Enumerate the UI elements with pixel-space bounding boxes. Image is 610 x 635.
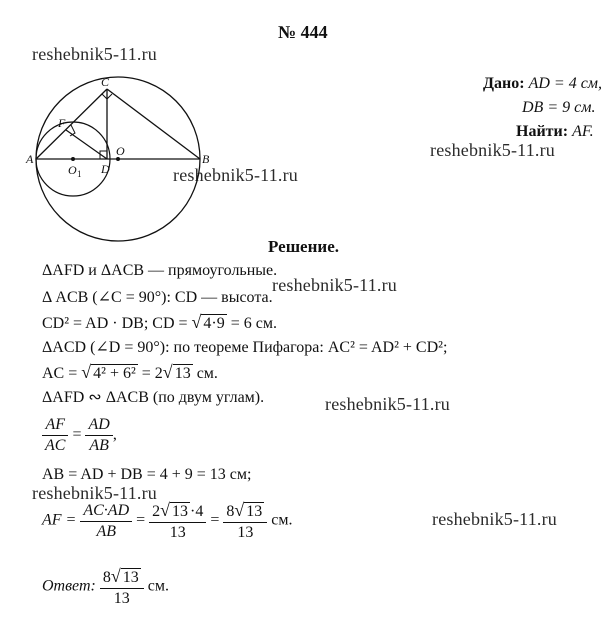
given-value-1: AD = 4 см,	[528, 75, 602, 92]
num-sqrt: 13	[246, 503, 263, 520]
label-o: O	[116, 144, 125, 158]
label-o1: O	[68, 163, 77, 177]
solution-line-4: ΔACD (∠D = 90°): по теореме Пифагора: AC² = AD² + CD²;	[42, 339, 448, 356]
answer-fraction	[100, 566, 144, 608]
num-coef: 8	[226, 503, 235, 520]
fraction-numerator: AF	[42, 416, 68, 436]
equals-sign: =	[72, 426, 82, 444]
line5-sqrt-2: 13	[174, 365, 191, 382]
fraction-denominator: 13	[113, 590, 130, 607]
fraction-numerator: AD	[85, 416, 112, 436]
proportion-tail: ,	[112, 426, 117, 444]
sqrt-symbol: √	[110, 566, 121, 586]
point-o1	[71, 157, 75, 161]
af-computation	[42, 500, 293, 542]
find-title: Найти:	[516, 123, 569, 140]
solution-line-5	[42, 362, 218, 383]
watermark: reshebnik5-11.ru	[32, 483, 157, 503]
af-unit: см.	[271, 511, 293, 529]
answer-label: Ответ:	[42, 577, 96, 595]
problem-number: № 444	[278, 22, 328, 42]
fraction-denominator: AB	[96, 522, 116, 540]
fraction-numerator	[223, 500, 267, 523]
find-line	[516, 123, 594, 141]
solution-title: Решение.	[268, 237, 339, 256]
line5-part-a: AC =	[42, 365, 82, 382]
sqrt-symbol: √	[234, 500, 245, 520]
line5-part-b: = 2	[137, 365, 163, 382]
solution-line-6: ΔAFD ∾ ΔACB (по двум углам).	[42, 389, 265, 406]
label-b: B	[202, 152, 210, 166]
solution-line-3	[42, 312, 277, 333]
equals-sign: =	[136, 511, 150, 529]
solution-line-ab: AB = AD + DB = 4 + 9 = 13 см;	[42, 466, 252, 483]
fraction-numerator: AC·AD	[80, 502, 132, 522]
segment-ac	[36, 89, 107, 159]
line3-sqrt: 4·9	[203, 315, 225, 332]
fraction-2sqrt13x4-13	[149, 500, 206, 542]
fraction-8sqrt13-13	[223, 500, 267, 542]
equals-sign: =	[210, 511, 224, 529]
given-line-2: DB = 9 см.	[522, 99, 596, 116]
watermark: reshebnik5-11.ru	[32, 44, 157, 64]
sqrt-symbol: √	[81, 362, 92, 382]
sqrt-symbol: √	[162, 362, 173, 382]
fraction-denominator: 13	[237, 524, 254, 541]
geometry-figure	[26, 75, 220, 245]
fraction-denominator: AC	[45, 437, 66, 454]
label-f: F	[58, 116, 66, 130]
af-lhs: AF =	[42, 511, 81, 529]
num-sqrt: 13	[122, 569, 139, 586]
given-line-1	[483, 75, 602, 93]
fraction-denominator: 13	[169, 524, 186, 541]
solution-line-2: Δ ACB (∠C = 90°): CD — высота.	[42, 289, 273, 306]
fraction-numerator	[149, 500, 206, 523]
given-title: Дано:	[483, 75, 525, 92]
line5-sqrt: 4² + 6²	[93, 365, 136, 382]
line5-part-c: см.	[192, 365, 218, 382]
fraction-ad-ab	[85, 416, 112, 455]
label-a: A	[26, 152, 34, 166]
line3-part-b: = 6 см.	[226, 315, 277, 332]
watermark: reshebnik5-11.ru	[272, 275, 397, 295]
fraction-acad-ab	[80, 502, 132, 541]
fraction-af-ac	[42, 416, 68, 455]
sqrt-symbol: √	[191, 312, 202, 332]
right-angle-mark-f	[70, 125, 75, 136]
label-c: C	[101, 75, 110, 89]
fraction-numerator	[100, 566, 144, 589]
answer-line	[42, 566, 169, 608]
num-mult: ·4	[190, 503, 204, 520]
fraction-denominator: AB	[89, 437, 109, 454]
watermark: reshebnik5-11.ru	[173, 165, 298, 185]
sqrt-symbol: √	[160, 500, 171, 520]
num-coef: 2	[152, 503, 161, 520]
watermark: reshebnik5-11.ru	[325, 394, 450, 414]
label-d: D	[101, 162, 110, 176]
label-o1-subscript: 1	[77, 169, 82, 179]
watermark: reshebnik5-11.ru	[432, 509, 557, 529]
line3-part-a: CD² = AD · DB; CD =	[42, 315, 192, 332]
num-sqrt: 13	[172, 503, 189, 520]
find-value: AF.	[572, 123, 594, 140]
solution-line-1: ΔAFD и ΔACB — прямоугольные.	[42, 262, 278, 279]
answer-unit: см.	[147, 577, 169, 595]
proportion	[42, 416, 117, 455]
num-coef: 8	[102, 569, 111, 586]
watermark: reshebnik5-11.ru	[430, 140, 555, 160]
